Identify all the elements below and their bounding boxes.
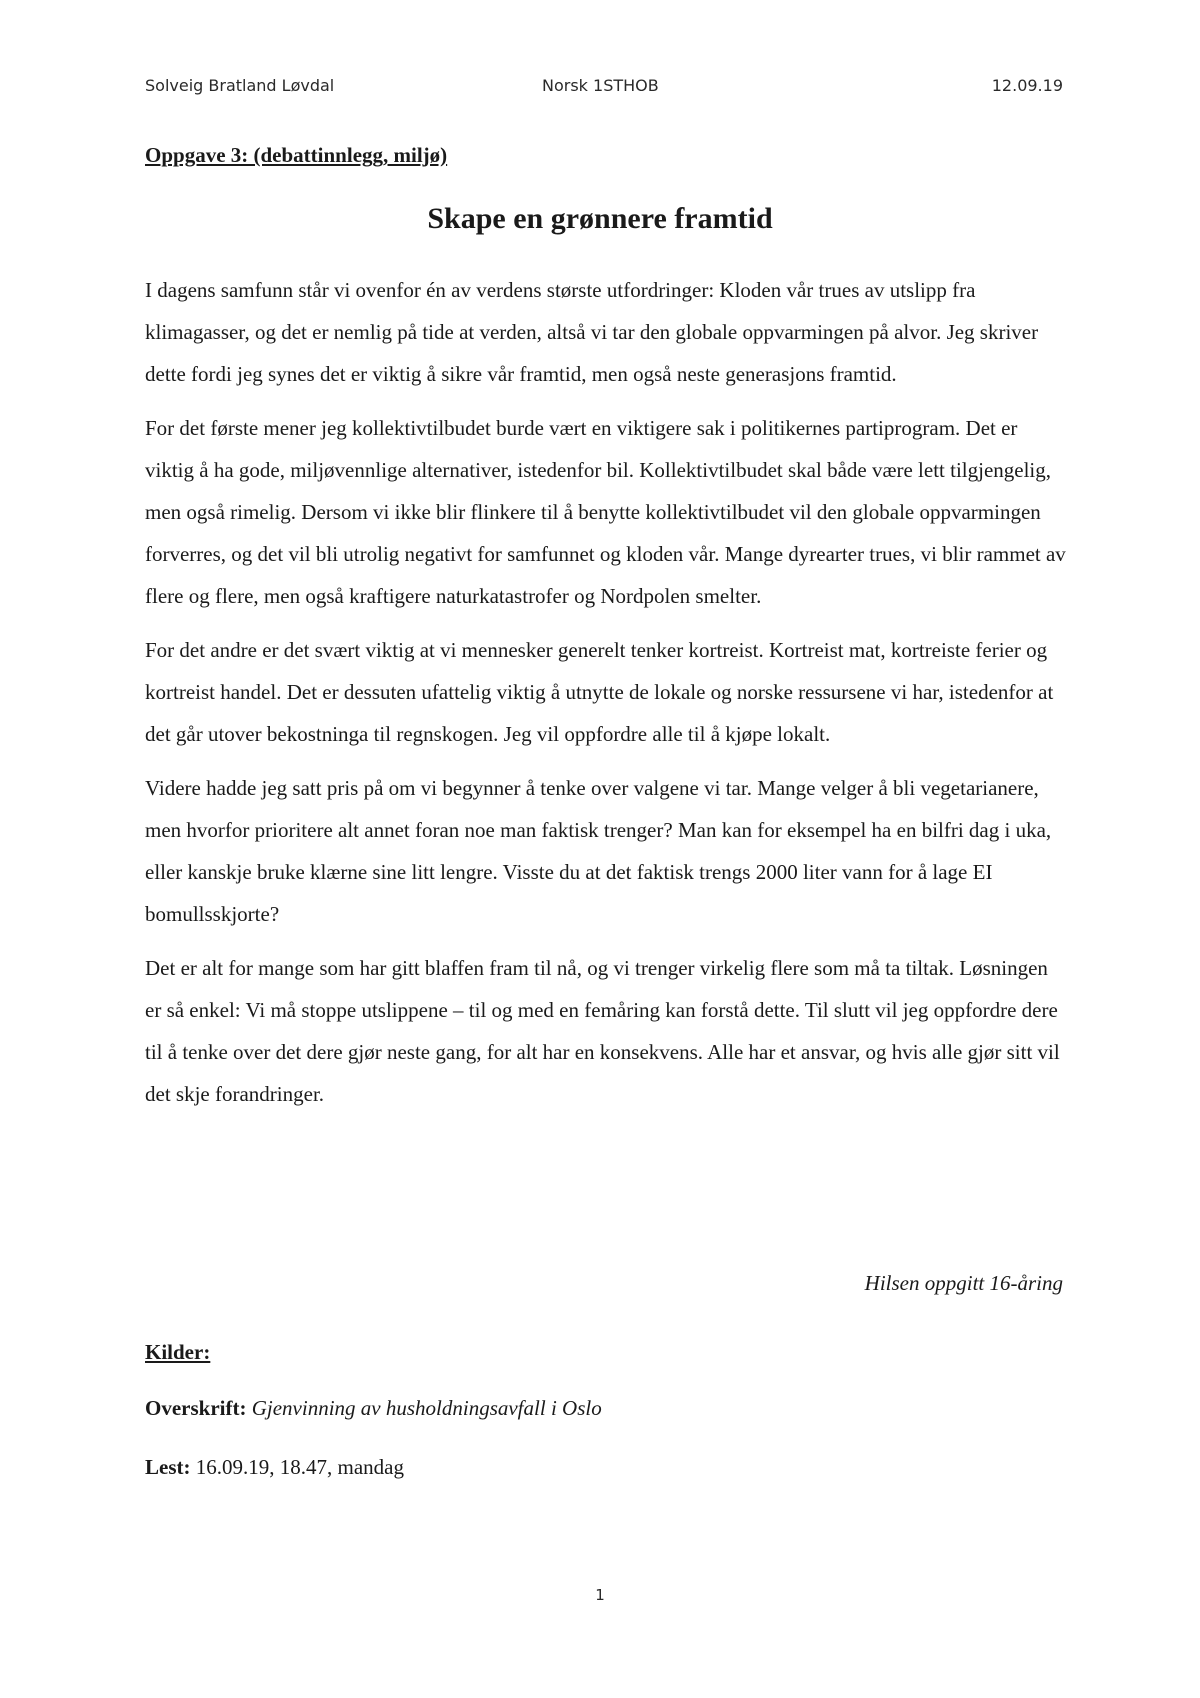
source-headline <box>145 1396 602 1421</box>
task-label: Oppgave 3: (debattinnlegg, miljø) <box>145 143 448 167</box>
source-headline-label: Overskrift: <box>145 1396 247 1420</box>
source-headline-value: Gjenvinning av husholdningsavfall i Oslo <box>251 1396 602 1420</box>
paragraph-5: Det er alt for mange som har gitt blaffen fram til nå, og vi trenger virkelig flere som må ta tiltak. Løsningen er så enkel: Vi må stoppe utslippene – til og med en femåring kan forstå dette. Til slutt vil jeg oppfordre dere til å tenke over det dere gjør neste gang, for alt har en konsekvens. Alle har et ansvar, og hvis alle gjør sitt vil det skje forandringer. <box>145 956 1060 1106</box>
signature: Hilsen oppgitt 16-åring <box>864 1271 1063 1295</box>
page-number: 1 <box>595 1586 605 1604</box>
page-header <box>145 76 1063 106</box>
header-author: Solveig Bratland Løvdal <box>145 76 335 95</box>
sources-heading: Kilder: <box>145 1340 211 1364</box>
header-course: Norsk 1STHOB <box>542 76 659 95</box>
paragraph-2: For det første mener jeg kollektivtilbudet burde vært en viktigere sak i politikernes partiprogram. Det er viktig å ha gode, miljøvennlige alternativer, istedenfor bil. Kollektivtilbudet skal både være lett tilgjengelig, men også rimelig. Dersom vi ikke blir flinkere til å benytte kollektivtilbudet vil den globale oppvarmingen forverres, og det vil bli utrolig negativt for samfunnet og kloden vår. Mange dyrearter trues, vi blir rammet av flere og flere, men også kraftigere naturkatastrofer og Nordpolen smelter. <box>145 416 1066 608</box>
header-date: 12.09.19 <box>991 76 1063 95</box>
essay-body <box>145 269 1067 1127</box>
source-read-label: Lest: <box>145 1455 191 1479</box>
page-title: Skape en grønnere framtid <box>427 202 773 235</box>
paragraph-3: For det andre er det svært viktig at vi mennesker generelt tenker kortreist. Kortreist mat, kortreiste ferier og kortreist handel. Det er dessuten ufattelig viktig å utnytte de lokale og norske ressursene vi har, istedenfor at det går utover bekostninga til regnskogen. Jeg vil oppfordre alle til å kjøpe lokalt. <box>145 638 1054 746</box>
paragraph-1: I dagens samfunn står vi ovenfor én av verdens største utfordringer: Kloden vår trues av utslipp fra klimagasser, og det er nemlig på tide at verden, altså vi tar den globale oppvarmingen på alvor. Jeg skriver dette fordi jeg synes det er viktig å sikre vår framtid, men også neste generasjons framtid. <box>145 278 1039 386</box>
source-read <box>145 1455 404 1480</box>
source-read-value: 16.09.19, 18.47, mandag <box>195 1455 404 1479</box>
paragraph-4: Videre hadde jeg satt pris på om vi begynner å tenke over valgene vi tar. Mange velger å bli vegetarianere, men hvorfor prioritere alt annet foran noe man faktisk trenger? Man kan for eksempel ha en bilfri dag i uka, eller kanskje bruke klærne sine litt lengre. Visste du at det faktisk trengs 2000 liter vann for å lage EI bomullsskjorte? <box>145 776 1052 926</box>
